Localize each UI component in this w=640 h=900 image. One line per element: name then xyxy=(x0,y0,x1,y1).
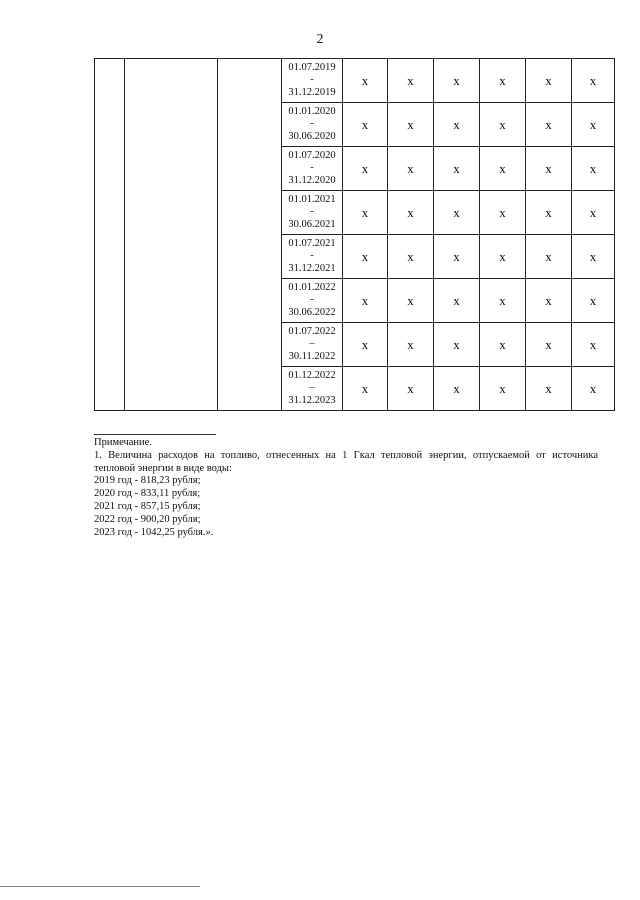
mark-cell: х xyxy=(388,367,434,411)
mark-cell: х xyxy=(388,59,434,103)
merged-empty-cell xyxy=(95,59,125,411)
period-line: – xyxy=(309,382,315,394)
note-item: 2023 год - 1042,25 рубля.». xyxy=(94,526,214,538)
mark-cell: х xyxy=(434,279,480,323)
period-cell xyxy=(282,279,343,323)
mark-cell: х xyxy=(434,147,480,191)
period-cell xyxy=(282,367,343,411)
period-line: 30.06.2022 xyxy=(288,306,336,318)
mark-cell: х xyxy=(526,103,572,147)
mark-cell: х xyxy=(526,323,572,367)
footnote-rule xyxy=(94,434,216,435)
mark-cell: х xyxy=(343,191,388,235)
period-cell xyxy=(282,235,343,279)
merged-empty-cell xyxy=(218,59,282,411)
note-item: 2019 год - 818,23 рубля; xyxy=(94,475,201,487)
period-line: - xyxy=(310,118,314,130)
period-line: - xyxy=(310,206,314,218)
mark-cell: х xyxy=(572,323,615,367)
mark-cell: х xyxy=(572,367,615,411)
period-line: - xyxy=(310,162,314,174)
mark-cell: х xyxy=(434,59,480,103)
mark-cell: х xyxy=(480,103,526,147)
mark-cell: х xyxy=(572,147,615,191)
period-line: 01.07.2022 xyxy=(288,325,336,337)
note-block xyxy=(94,437,598,539)
period-line: 01.07.2019 xyxy=(288,61,336,73)
mark-cell: х xyxy=(480,367,526,411)
mark-cell: х xyxy=(343,279,388,323)
period-line: 31.12.2023 xyxy=(288,394,336,406)
mark-cell: х xyxy=(480,279,526,323)
merged-empty-cell xyxy=(125,59,218,411)
mark-cell: х xyxy=(388,279,434,323)
mark-cell: х xyxy=(526,191,572,235)
period-line: 31.12.2021 xyxy=(288,262,336,274)
period-line: - xyxy=(310,74,314,86)
period-cell xyxy=(282,323,343,367)
mark-cell: х xyxy=(526,59,572,103)
mark-cell: х xyxy=(480,323,526,367)
mark-cell: х xyxy=(434,235,480,279)
mark-cell: х xyxy=(434,103,480,147)
tariff-table xyxy=(94,58,615,411)
mark-cell: х xyxy=(388,235,434,279)
period-line: 01.01.2021 xyxy=(288,193,336,205)
note-title: Примечание. xyxy=(94,437,152,448)
period-cell xyxy=(282,59,343,103)
note-item: 2021 год - 857,15 рубля; xyxy=(94,500,201,512)
mark-cell: х xyxy=(388,103,434,147)
mark-cell: х xyxy=(434,323,480,367)
mark-cell: х xyxy=(572,235,615,279)
mark-cell: х xyxy=(343,235,388,279)
mark-cell: х xyxy=(480,191,526,235)
note-line-1: 1. Величина расходов на топливо, отнесенных на 1 Гкал тепловой энергии, отпускаемой от источника xyxy=(94,449,598,461)
mark-cell: х xyxy=(343,323,388,367)
mark-cell: х xyxy=(480,59,526,103)
period-line: 01.07.2020 xyxy=(288,149,336,161)
period-line: - xyxy=(310,294,314,306)
period-line: – xyxy=(309,338,315,350)
period-line: 30.11.2022 xyxy=(288,350,336,362)
mark-cell: х xyxy=(434,367,480,411)
period-cell xyxy=(282,103,343,147)
period-line: 01.01.2020 xyxy=(288,105,336,117)
mark-cell: х xyxy=(388,147,434,191)
bottom-scan-line xyxy=(0,886,200,887)
period-line: 01.07.2021 xyxy=(288,237,336,249)
period-line: 31.12.2019 xyxy=(288,86,336,98)
mark-cell: х xyxy=(434,191,480,235)
period-line: 01.01.2022 xyxy=(288,281,336,293)
mark-cell: х xyxy=(572,191,615,235)
mark-cell: х xyxy=(388,323,434,367)
table-row xyxy=(95,59,615,103)
mark-cell: х xyxy=(526,147,572,191)
note-item: 2020 год - 833,11 рубля; xyxy=(94,488,201,500)
note-item: 2022 год - 900,20 рубля; xyxy=(94,513,201,525)
period-cell xyxy=(282,191,343,235)
period-line: - xyxy=(310,250,314,262)
mark-cell: х xyxy=(343,59,388,103)
mark-cell: х xyxy=(343,147,388,191)
mark-cell: х xyxy=(388,191,434,235)
mark-cell: х xyxy=(343,367,388,411)
period-line: 01.12.2022 xyxy=(288,369,336,381)
table-body xyxy=(95,59,615,411)
mark-cell: х xyxy=(480,147,526,191)
period-line: 30.06.2020 xyxy=(288,130,336,142)
page-number: 2 xyxy=(316,32,324,47)
period-line: 30.06.2021 xyxy=(288,218,336,230)
mark-cell: х xyxy=(572,59,615,103)
mark-cell: х xyxy=(526,235,572,279)
mark-cell: х xyxy=(526,279,572,323)
mark-cell: х xyxy=(526,367,572,411)
mark-cell: х xyxy=(343,103,388,147)
mark-cell: х xyxy=(480,235,526,279)
period-cell xyxy=(282,147,343,191)
period-line: 31.12.2020 xyxy=(288,174,336,186)
mark-cell: х xyxy=(572,279,615,323)
mark-cell: х xyxy=(572,103,615,147)
note-line-2: тепловой энергии в виде воды: xyxy=(94,462,232,474)
